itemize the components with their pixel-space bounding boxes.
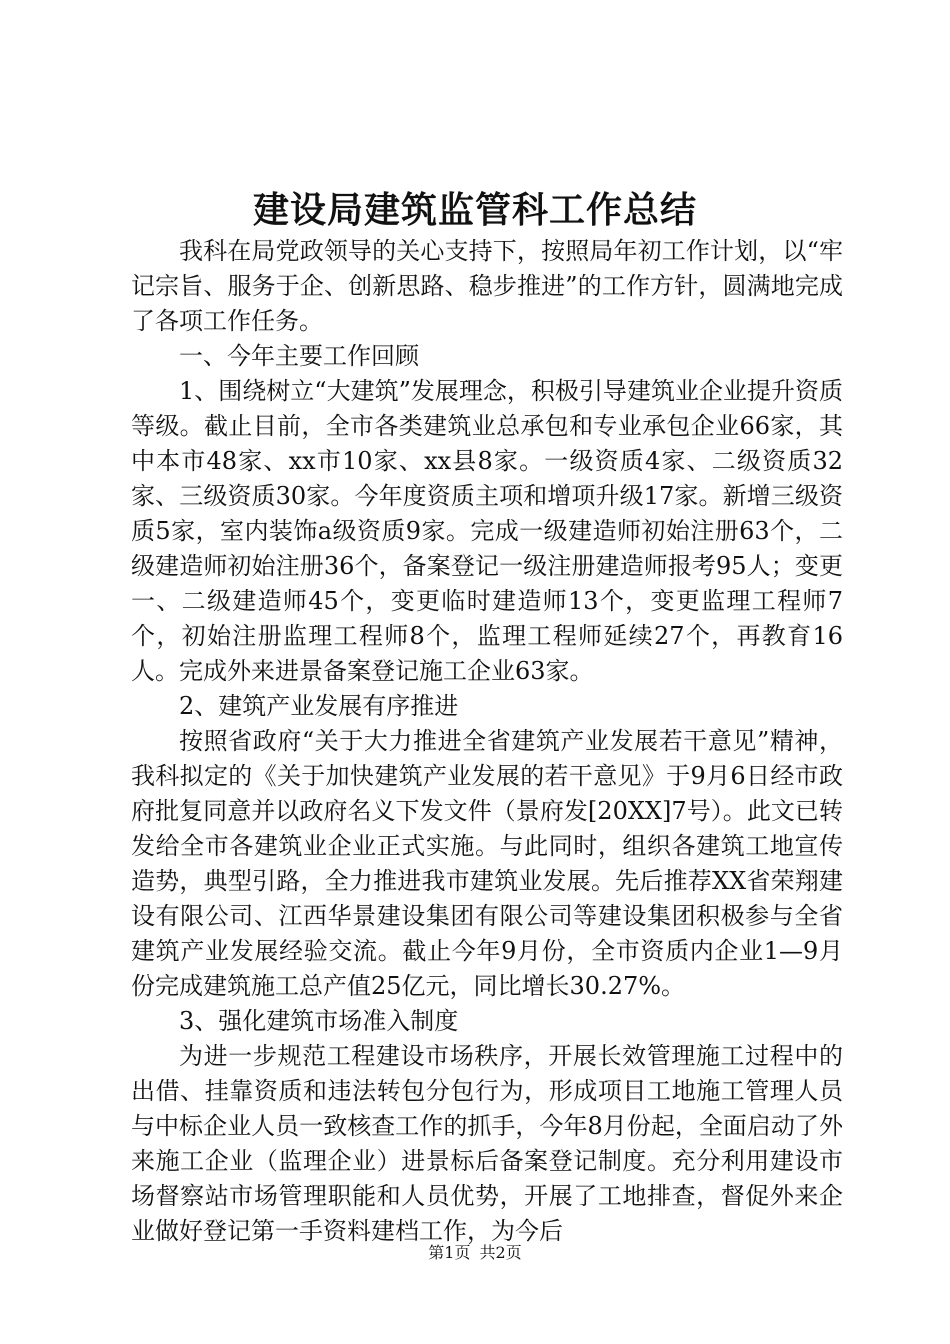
section-heading-review: 一、今年主要工作回顾 bbox=[179, 342, 419, 370]
document-title: 建设局建筑监管科工作总结 bbox=[252, 189, 697, 231]
section-heading-market: 3、强化建筑市场准入制度 bbox=[179, 1007, 459, 1035]
page-number: 第1页 bbox=[428, 1243, 471, 1262]
page-footer bbox=[0, 1242, 950, 1264]
paragraph-market: 为进一步规范工程建设市场秩序，开展长效管理施工过程中的出借、挂靠资质和违法转包分包行为，形成项目工地施工管理人员与中标企业人员一致核查工作的抓手，今年8月份起，全面启动了外来施工企业（监理企业）进景标后备案登记制度。充分利用建设市场督察站市场管理职能和人员优势，开展了工地排查，督促外来企业做好登记第一手资料建档工作，为今后 bbox=[131, 1042, 843, 1245]
paragraph-industry: 按照省政府“关于大力推进全省建筑产业发展若干意见”精神，我科拟定的《关于加快建筑产业发展的若干意见》于9月6日经市政府批复同意并以政府名义下发文件（景府发[20XX]7号）。此文已转发给全市各建筑业企业正式实施。与此同时，组织各建筑工地宣传造势，典型引路，全力推进我市建筑业发展。先后推荐XX省荣翔建设有限公司、江西华景建设集团有限公司等建设集团积极参与全省建筑产业发展经验交流。截止今年9月份，全市资质内企业1—9月份完成建筑施工总产值25亿元，同比增长30.27%。 bbox=[131, 727, 843, 1000]
paragraph-qualification: 1、围绕树立“大建筑”发展理念，积极引导建筑业企业提升资质等级。截止目前，全市各类建筑业总承包和专业承包企业66家，其中本市48家、xx市10家、xx县8家。一级资质4家、二级资质32家、三级资质30家。今年度资质主项和增项升级17家。新增三级资质5家，室内装饰a级资质9家。完成一级建造师初始注册63个，二级建造师初始注册36个，备案登记一级注册建造师报考95人；变更一、二级建造师45个，变更临时建造师13个，变更监理工程师7个，初始注册监理工程师8个，监理工程师延续27个，再教育16人。完成外来进景备案登记施工企业63家。 bbox=[131, 377, 843, 685]
section-heading-industry: 2、建筑产业发展有序推进 bbox=[179, 692, 459, 720]
page-total: 共2页 bbox=[479, 1243, 522, 1262]
document-body bbox=[131, 234, 843, 1249]
paragraph-intro: 我科在局党政领导的关心支持下，按照局年初工作计划，以“牢记宗旨、服务于企、创新思路、稳步推进”的工作方针，圆满地完成了各项工作任务。 bbox=[131, 237, 843, 335]
